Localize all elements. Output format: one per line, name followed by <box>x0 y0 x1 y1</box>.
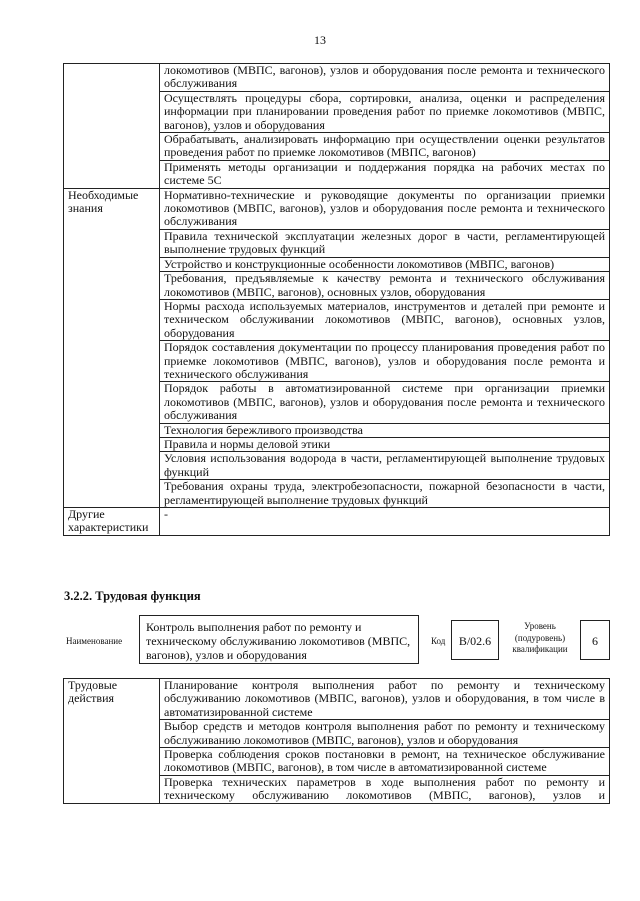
row-text: Проверка технических параметров в ходе выполнения работ по ремонту и техническому обслуживанию локомотивов (МВПС, вагонов), узлов и <box>160 775 610 803</box>
row-text: Условия использования водорода в части, регламентирующей выполнение трудовых функций <box>160 452 610 480</box>
section-title: 3.2.2. Трудовая функция <box>64 589 201 603</box>
row-text: Планирование контроля выполнения работ по ремонту и техническому обслуживанию локомотивов (МВПС, вагонов), узлов и оборудования, в том числе в автоматизированной системе <box>160 679 610 720</box>
page-number: 13 <box>314 33 326 47</box>
row-text: Осуществлять процедуры сбора, сортировки, анализа, оценки и распределения информации при планировании проведения работ по приемке локомотивов (МВПС, вагонов), узлов и оборудования <box>160 91 610 132</box>
row-text: Технология бережливого производства <box>160 423 610 437</box>
other-label: Другие характеристики <box>64 508 160 536</box>
table-row <box>64 508 610 536</box>
table-row <box>64 188 610 229</box>
table-row <box>64 679 610 720</box>
code-value: B/02.6 <box>451 620 499 660</box>
function-name-value: Контроль выполнения работ по ремонту и техническому обслуживанию локомотивов (МВПС, вагонов), узлов и оборудования <box>139 615 419 664</box>
row-text: Порядок составления документации по процессу планирования проведения работ по приемке локомотивов (МВПС, вагонов), узлов и оборудования после ремонта и технического обслуживания <box>160 341 610 382</box>
row-label <box>64 64 160 189</box>
level-label: Уровень (подуровень) квалификации <box>512 621 568 654</box>
row-text: Правила и нормы деловой этики <box>160 437 610 451</box>
row-text: Устройство и конструкционные особенности локомотивов (МВПС, вагонов) <box>160 257 610 271</box>
knowledge-label: Необходимые знания <box>64 188 160 507</box>
row-text: Правила технической эксплуатации железных дорог в части, регламентирующей выполнение трудовых функций <box>160 229 610 257</box>
function-name-label: Наименование <box>66 636 123 646</box>
row-text: Нормативно-технические и руководящие документы по организации приемки локомотивов (МВПС, вагонов), узлов и оборудования после ремонта и технического обслуживания <box>160 188 610 229</box>
row-text: локомотивов (МВПС, вагонов), узлов и оборудования после ремонта и технического обслуживания <box>160 64 610 92</box>
level-value: 6 <box>580 620 610 660</box>
row-text: Проверка соблюдения сроков постановки в ремонт, на техническое обслуживание локомотивов (МВПС, вагонов), в том числе в автоматизированной системе <box>160 748 610 776</box>
row-text: Порядок работы в автоматизированной системе при организации приемки локомотивов (МВПС, вагонов), узлов и оборудования после ремонта и технического обслуживания <box>160 382 610 423</box>
skills-knowledge-table <box>63 63 610 536</box>
row-text: Обрабатывать, анализировать информацию при осуществлении оценки результатов проведения работ по приемке локомотивов (МВПС, вагонов) <box>160 133 610 161</box>
row-text: Требования, предъявляемые к качеству ремонта и технического обслуживания локомотивов (МВПС, вагонов), основных узлов, оборудования <box>160 272 610 300</box>
row-text: Применять методы организации и поддержания порядка на рабочих местах по системе 5С <box>160 160 610 188</box>
labor-actions-table <box>63 678 610 804</box>
actions-label: Трудовые действия <box>64 679 160 804</box>
row-text: Нормы расхода используемых материалов, инструментов и деталей при ремонте и техническом обслуживании локомотивов (МВПС, вагонов), основных узлов, оборудования <box>160 299 610 340</box>
code-label: Код <box>431 636 446 646</box>
table-row <box>64 64 610 92</box>
row-text: Выбор средств и методов контроля выполнения работ по ремонту и техническому обслуживанию локомотивов (МВПС, вагонов), узлов и оборудования <box>160 720 610 748</box>
row-text: - <box>160 508 610 536</box>
row-text: Требования охраны труда, электробезопасности, пожарной безопасности в части, регламентирующей выполнение трудовых функций <box>160 480 610 508</box>
